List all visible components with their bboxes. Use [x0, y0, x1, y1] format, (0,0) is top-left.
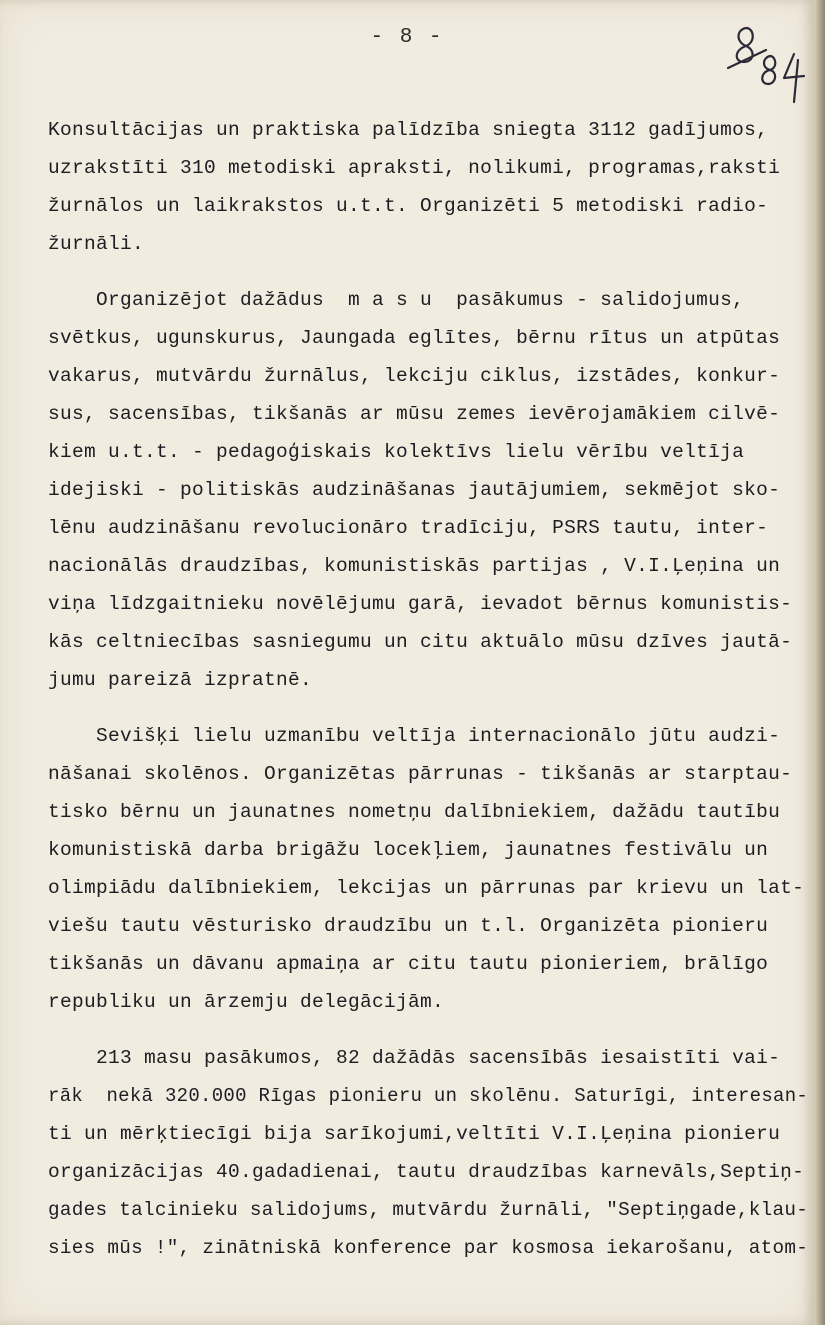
page-edge: [814, 0, 825, 1325]
text-line: ti un mērķtiecīgi bija sarīkojumi,veltīti V.I.Ļeņina pionieru: [48, 1123, 781, 1145]
text-line: olimpiādu dalībniekiem, lekcijas un pārrunas par krievu un lat-: [48, 877, 805, 899]
handwritten-page-number: [724, 20, 814, 110]
text-line: kās celtniecības sasniegumu un citu aktuālo mūsu dzīves jautā-: [48, 631, 793, 653]
text-line: organizācijas 40.gadadienai, tautu draudzības karnevāls,Septiņ-: [48, 1161, 805, 1183]
text-line: tikšanās un dāvanu apmaiņa ar citu tautu pionieriem, brālīgo: [48, 953, 769, 975]
text-line: kiem u.t.t. - pedagoģiskais kolektīvs lielu vērību veltīja: [48, 441, 745, 463]
text-line: komunistiskā darba brigāžu locekļiem, jaunatnes festivālu un: [48, 839, 769, 861]
page-number: - 8 -: [370, 26, 444, 49]
text-line: žurnālos un laikrakstos u.t.t. Organizēti 5 metodiski radio-: [48, 195, 769, 217]
text-line: viņa līdzgaitnieku novēlējumu garā, ievadot bērnus komunistis-: [48, 593, 793, 615]
text-line: 213 masu pasākumos, 82 dažādās sacensībās iesaistīti vai-: [48, 1047, 781, 1069]
text-line: sies mūs !", zinātniskā konference par kosmosa iekarošanu, atom-: [48, 1237, 809, 1259]
text-line: idejiski - politiskās audzināšanas jautājumiem, sekmējot sko-: [48, 479, 781, 501]
text-line: Organizējot dažādus m a s u pasākumus - salidojumus,: [48, 289, 745, 311]
text-line: vakarus, mutvārdu žurnālus, lekciju ciklus, izstādes, konkur-: [48, 365, 781, 387]
text-line: tisko bērnu un jaunatnes nometņu dalībniekiem, dažādu tautību: [48, 801, 781, 823]
text-line: republiku un ārzemju delegācijām.: [48, 991, 445, 1013]
text-line: jumu pareizā izpratnē.: [48, 669, 313, 691]
text-line: nacionālās draudzības, komunistiskās partijas , V.I.Ļeņina un: [48, 555, 781, 577]
text-line: viešu tautu vēsturisko draudzību un t.l. Organizēta pionieru: [48, 915, 769, 937]
text-line: sus, sacensības, tikšanās ar mūsu zemes ievērojamākiem cilvē-: [48, 403, 781, 425]
text-line: rāk nekā 320.000 Rīgas pionieru un skolēnu. Saturīgi, interesan-: [48, 1085, 809, 1107]
text-line: lēnu audzināšanu revolucionāro tradīciju, PSRS tautu, inter-: [48, 517, 769, 539]
text-line: svētkus, ugunskurus, Jaungada eglītes, bērnu rītus un atpūtas: [48, 327, 781, 349]
text-line: nāšanai skolēnos. Organizētas pārrunas - tikšanās ar starptau-: [48, 763, 793, 785]
text-line: uzrakstīti 310 metodiski apraksti, nolikumi, programas,raksti: [48, 157, 781, 179]
text-line: Sevišķi lielu uzmanību veltīja internacionālo jūtu audzi-: [48, 725, 781, 747]
text-line: gades talcinieku salidojums, mutvārdu žurnāli, "Septiņgade,klau-: [48, 1199, 809, 1221]
text-line: Konsultācijas un praktiska palīdzība sniegta 3112 gadījumos,: [48, 119, 769, 141]
text-line: žurnāli.: [48, 233, 145, 255]
